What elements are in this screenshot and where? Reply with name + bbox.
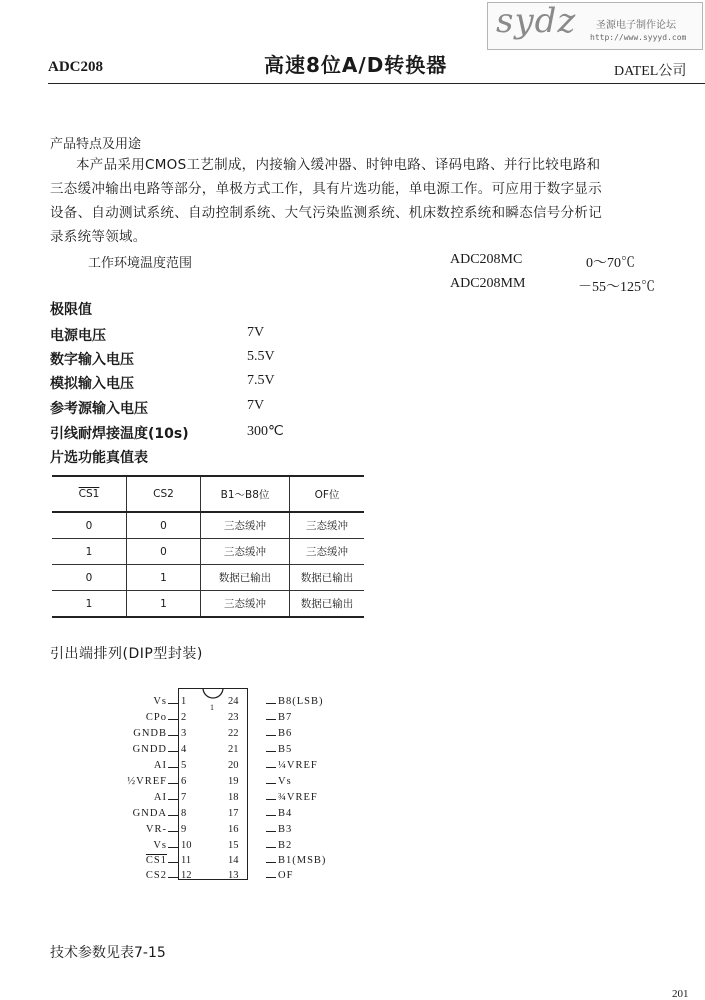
pin-name: AI	[153, 792, 167, 803]
pin-name: GNDB	[133, 728, 167, 739]
page-title: 高速8位A/D转换器	[264, 53, 448, 77]
pin-lead-left	[168, 799, 178, 800]
header-rule	[48, 83, 705, 84]
pin-number: 8	[181, 808, 187, 819]
pin-number: 21	[228, 744, 239, 755]
chip-mark: 1	[210, 703, 214, 712]
pin-lead-left	[168, 847, 178, 848]
rating-label: 电源电压	[50, 328, 106, 344]
pin-name: B6	[278, 728, 293, 739]
pin-number: 10	[181, 840, 192, 851]
pin-lead-left	[168, 751, 178, 752]
temperature-range-mc: 0～70℃	[586, 256, 635, 271]
pin-lead-left	[168, 767, 178, 768]
pin-name: CS2	[145, 870, 167, 881]
pin-name: CPo	[145, 712, 167, 723]
table-cell: 三态缓冲	[201, 591, 290, 618]
pin-lead-right	[266, 719, 276, 720]
truth-table	[52, 475, 364, 618]
table-cell: 三态缓冲	[290, 512, 365, 539]
pin-number: 5	[181, 760, 187, 771]
watermark-logo: sydz	[496, 1, 577, 41]
watermark	[487, 2, 703, 50]
pin-name: ½VREF	[127, 776, 167, 787]
features-line-1: 本产品采用CMOS工艺制成，内接输入缓冲器、时钟电路、译码电路、并行比较电路和	[76, 157, 601, 173]
table-cell: 三态缓冲	[290, 539, 365, 565]
rating-value: 7.5V	[247, 373, 275, 388]
pin-name: B1(MSB)	[278, 855, 327, 866]
column-header-of-bit: OF位	[290, 476, 365, 512]
pin-name: VR-	[145, 824, 167, 835]
part-number: ADC208	[48, 59, 103, 75]
pin-lead-right	[266, 877, 276, 878]
pin-number: 15	[228, 840, 239, 851]
features-line-4: 录系统等领域。	[50, 229, 147, 245]
pin-lead-left	[168, 877, 178, 878]
pin-number: 12	[181, 870, 192, 881]
table-cell: 0	[127, 539, 201, 565]
pin-number: 18	[228, 792, 239, 803]
temperature-label: 工作环境温度范围	[88, 256, 193, 271]
pin-number: 19	[228, 776, 239, 787]
table-cell: 0	[52, 565, 127, 591]
pin-name: B4	[278, 808, 293, 819]
table-cell: 三态缓冲	[201, 512, 290, 539]
column-header-b-bits: B1～B8位	[201, 476, 290, 512]
pin-lead-right	[266, 799, 276, 800]
pin-number: 13	[228, 870, 239, 881]
pin-name: Vs	[153, 840, 167, 851]
pin-name: B5	[278, 744, 293, 755]
pin-number: 9	[181, 824, 187, 835]
pin-lead-left	[168, 719, 178, 720]
table-cell: 1	[127, 565, 201, 591]
pin-name: Vs	[278, 776, 292, 787]
temperature-model-mm: ADC208MM	[450, 276, 526, 291]
features-heading: 产品特点及用途	[50, 137, 142, 152]
pin-lead-right	[266, 767, 276, 768]
table-cell: 0	[52, 512, 127, 539]
column-header-cs2: CS2	[127, 476, 201, 512]
pin-name: B8(LSB)	[278, 696, 324, 707]
pin-name: ¼VREF	[278, 760, 318, 771]
pin-name: Vs	[153, 696, 167, 707]
pin-lead-right	[266, 831, 276, 832]
table-cell: 1	[52, 591, 127, 618]
table-cell: 数据已输出	[290, 565, 365, 591]
pin-name: GNDD	[132, 744, 167, 755]
rating-label: 模拟输入电压	[50, 376, 134, 392]
pin-number: 23	[228, 712, 239, 723]
pin-lead-left	[168, 862, 178, 863]
ratings-heading: 极限值	[50, 302, 92, 318]
pin-name: CS1	[145, 855, 167, 866]
page-number: 201	[672, 988, 689, 1000]
table-row	[52, 565, 364, 591]
pin-lead-left	[168, 815, 178, 816]
pin-lead-right	[266, 751, 276, 752]
pin-name: B3	[278, 824, 293, 835]
pin-lead-right	[266, 703, 276, 704]
table-cell: 数据已输出	[201, 565, 290, 591]
pin-number: 22	[228, 728, 239, 739]
pin-name: B2	[278, 840, 293, 851]
pin-number: 4	[181, 744, 187, 755]
table-row	[52, 539, 364, 565]
pin-lead-left	[168, 783, 178, 784]
pin-lead-left	[168, 831, 178, 832]
table-cell: 1	[127, 591, 201, 618]
company-name: DATEL公司	[614, 64, 687, 79]
table-header-row	[52, 476, 364, 512]
pin-name: B7	[278, 712, 293, 723]
pin-lead-right	[266, 815, 276, 816]
table-row	[52, 512, 364, 539]
pin-name: OF	[278, 870, 294, 881]
watermark-url: http://www.syyyd.com	[590, 33, 687, 42]
pin-lead-right	[266, 735, 276, 736]
features-line-3: 设备、自动测试系统、自动控制系统、大气污染监测系统、机床数控系统和瞬态信号分析记	[50, 205, 602, 221]
rating-value: 5.5V	[247, 349, 275, 364]
pin-number: 24	[228, 696, 239, 707]
features-line-2: 三态缓冲输出电路等部分，单极方式工作，具有片选功能，单电源工作。可应用于数字显示	[50, 181, 602, 197]
pin-lead-left	[168, 703, 178, 704]
pin-lead-right	[266, 847, 276, 848]
rating-label: 引线耐焊接温度(10s)	[50, 426, 189, 442]
table-cell: 数据已输出	[290, 591, 365, 618]
pin-name: GNDA	[132, 808, 167, 819]
footer-note: 技术参数见表7-15	[50, 945, 166, 961]
pin-name: ¾VREF	[278, 792, 318, 803]
pin-number: 6	[181, 776, 187, 787]
truth-table-heading: 片选功能真值表	[50, 450, 148, 466]
rating-value: 7V	[247, 398, 265, 413]
pin-number: 11	[181, 855, 192, 866]
pin-name: AI	[153, 760, 167, 771]
rating-label: 数字输入电压	[50, 352, 134, 368]
pin-number: 3	[181, 728, 187, 739]
pin-number: 2	[181, 712, 187, 723]
column-header-cs1: CS1	[52, 476, 127, 512]
temperature-range-mm: －55～125℃	[578, 280, 655, 295]
pin-lead-right	[266, 862, 276, 863]
pin-number: 7	[181, 792, 187, 803]
pinout-heading: 引出端排列(DIP型封装)	[50, 646, 203, 662]
table-cell: 三态缓冲	[201, 539, 290, 565]
watermark-site-name: 圣源电子制作论坛	[596, 20, 676, 31]
pin-lead-right	[266, 783, 276, 784]
pin-number: 16	[228, 824, 239, 835]
rating-value: 300℃	[247, 424, 284, 439]
rating-value: 7V	[247, 325, 265, 340]
pin-number: 14	[228, 855, 239, 866]
table-cell: 0	[127, 512, 201, 539]
table-cell: 1	[52, 539, 127, 565]
pin-lead-left	[168, 735, 178, 736]
table-row	[52, 591, 364, 618]
pin-number: 1	[181, 696, 187, 707]
temperature-model-mc: ADC208MC	[450, 252, 523, 267]
rating-label: 参考源输入电压	[50, 401, 148, 417]
pin-number: 20	[228, 760, 239, 771]
pin-number: 17	[228, 808, 239, 819]
